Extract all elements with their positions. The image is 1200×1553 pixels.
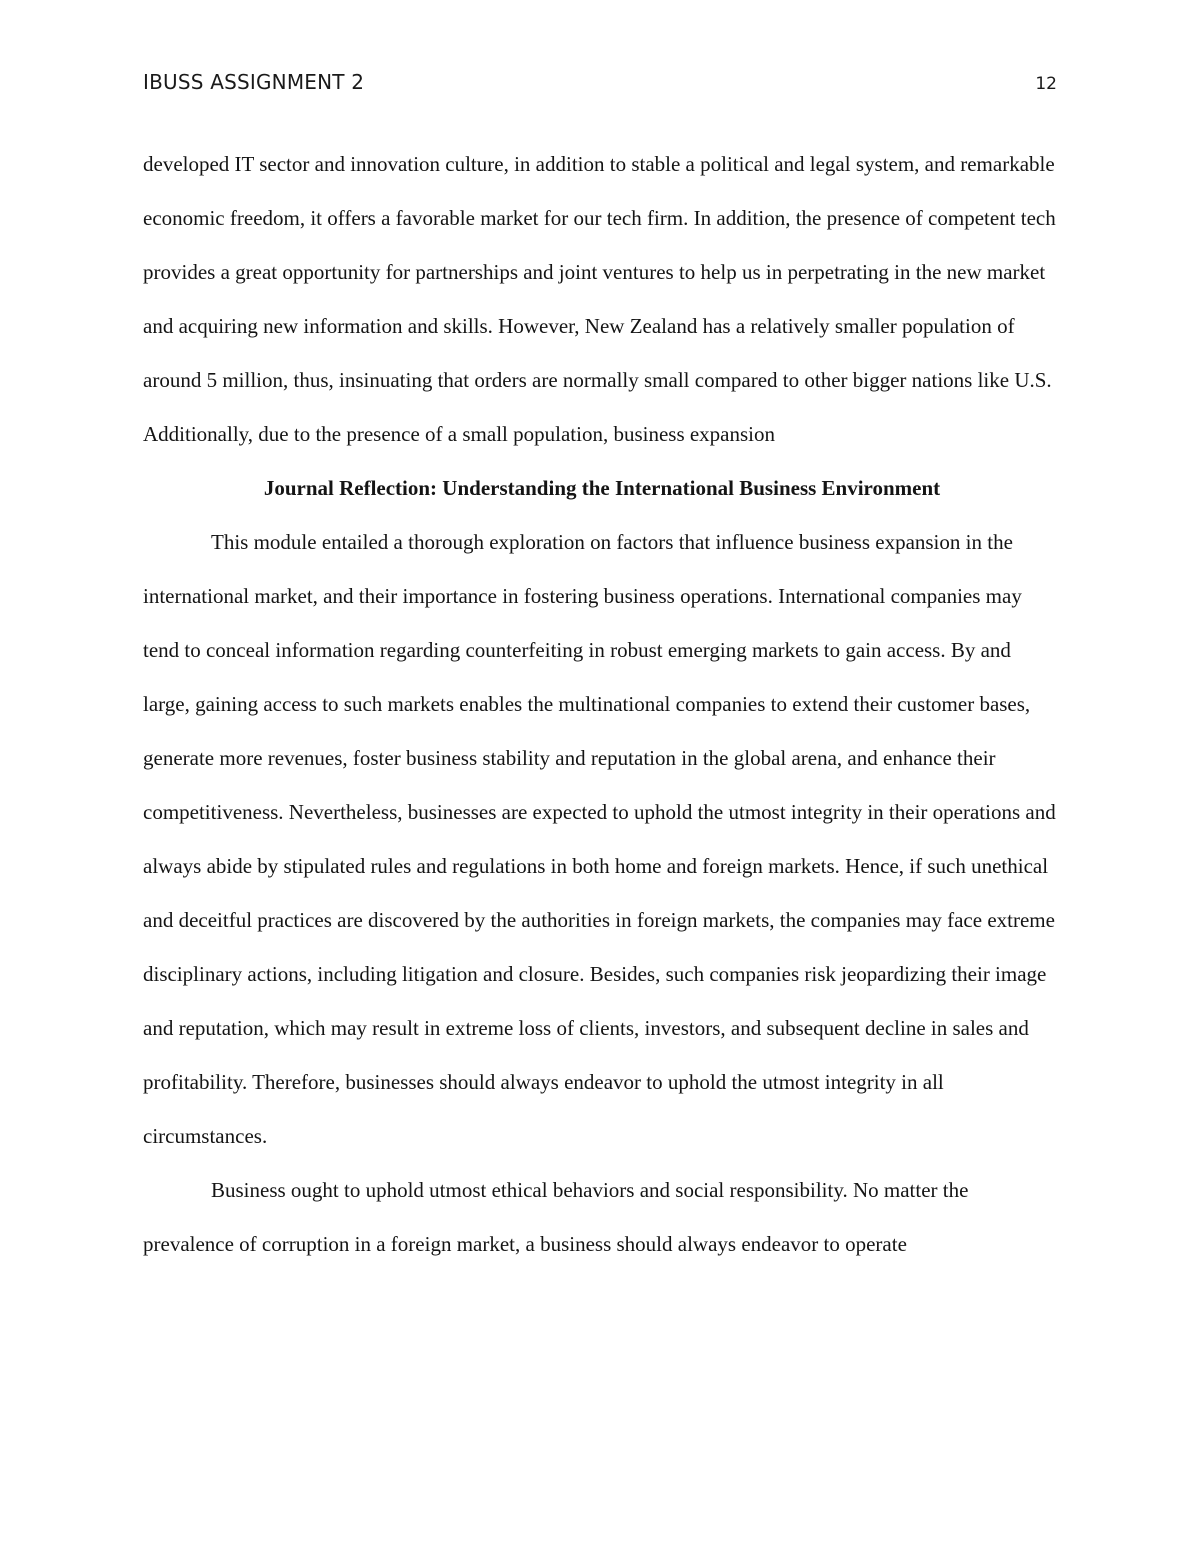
page-number: 12 bbox=[1035, 74, 1057, 94]
paragraph-2: Business ought to uphold utmost ethical behaviors and social responsibility. No matter the prevalence of corruption in a foreign market, a business should always endeavor to operate bbox=[143, 1178, 969, 1256]
section-heading: Journal Reflection: Understanding the International Business Environment bbox=[263, 476, 941, 500]
body-text bbox=[143, 137, 1061, 1271]
running-head: IBUSS ASSIGNMENT 2 bbox=[143, 70, 365, 94]
continued-paragraph: developed IT sector and innovation culture, in addition to stable a political and legal system, and remarkable economic freedom, it offers a favorable market for our tech firm. In addition, the presence of competent tech provides a great opportunity for partnerships and joint ventures to help us in perpetrating in the new market and acquiring new information and skills. However, New Zealand has a relatively smaller population of around 5 million, thus, insinuating that orders are normally small compared to other bigger nations like U.S. Additionally, due to the presence of a small population, business expansion bbox=[143, 152, 1056, 446]
paragraph-1: This module entailed a thorough exploration on factors that influence business expansion in the international market, and their importance in fostering business operations. International companies may tend to conceal information regarding counterfeiting in robust emerging markets to gain access. By and large, gaining access to such markets enables the multinational companies to extend their customer bases, generate more revenues, foster business stability and reputation in the global arena, and enhance their competitiveness. Nevertheless, businesses are expected to uphold the utmost integrity in their operations and always abide by stipulated rules and regulations in both home and foreign markets. Hence, if such unethical and deceitful practices are discovered by the authorities in foreign markets, the companies may face extreme disciplinary actions, including litigation and closure. Besides, such companies risk jeopardizing their image and reputation, which may result in extreme loss of clients, investors, and subsequent decline in sales and profitability. Therefore, businesses should always endeavor to uphold the utmost integrity in all circumstances. bbox=[143, 530, 1056, 1148]
